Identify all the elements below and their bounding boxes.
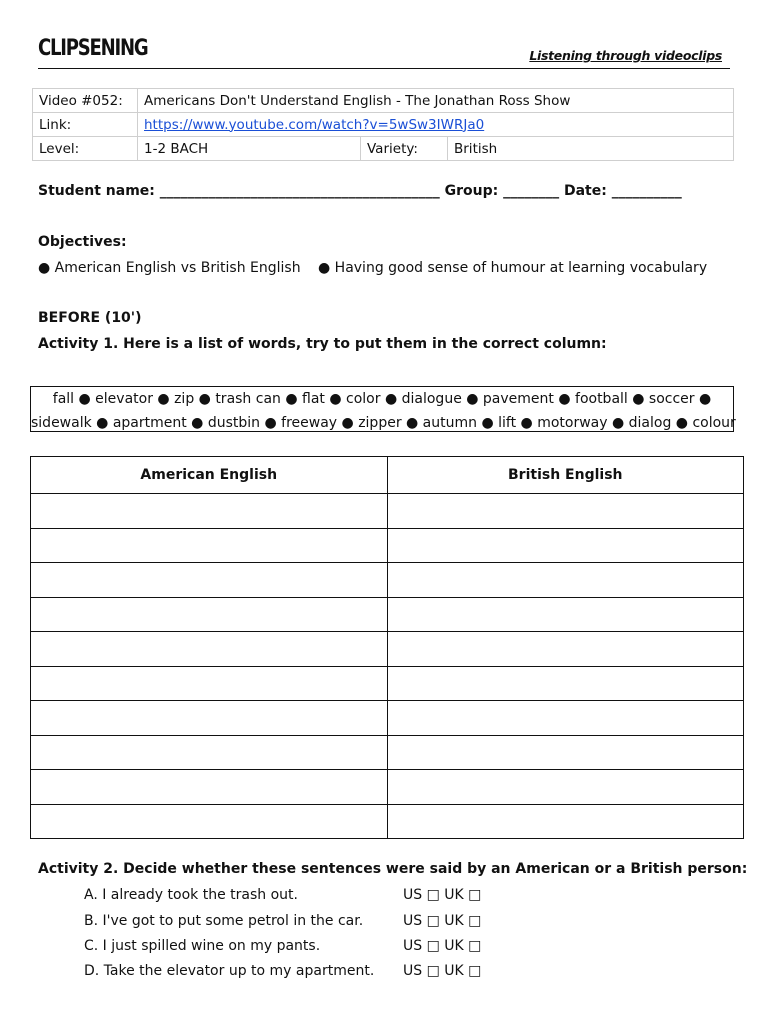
activity2-instruction: Activity 2. Decide whether these sentences were said by an American or a British person: [38,861,748,877]
video-label: Video #052: [33,89,138,113]
answer-cell[interactable] [31,701,388,736]
answer-cell[interactable] [31,563,388,598]
answer-cell[interactable] [387,528,744,563]
answer-cell[interactable] [387,494,744,529]
answer-cell[interactable] [387,597,744,632]
answer-cell[interactable] [31,770,388,805]
objective-item: ● American English vs British English [38,260,301,276]
objectives-title: Objectives: [38,234,127,250]
sentence-item: C. I just spilled wine on my pants. [84,938,321,954]
before-heading: BEFORE (10') [38,310,142,326]
answer-cell[interactable] [31,666,388,701]
answer-cell[interactable] [387,701,744,736]
tagline: Listening through videoclips [529,48,722,63]
activity1-instruction: Activity 1. Here is a list of words, try to put them in the correct column: [38,336,607,352]
answer-cell[interactable] [387,563,744,598]
us-uk-checkboxes[interactable]: US □ UK □ [403,887,482,903]
word-list-line: sidewalk ● apartment ● dustbin ● freeway ● zipper ● autumn ● lift ● motorway ● dialog ● colour [31,415,736,431]
sentence-item: A. I already took the trash out. [84,887,298,903]
sentence-item: B. I've got to put some petrol in the car. [84,913,364,929]
answer-cell[interactable] [387,770,744,805]
answer-cell[interactable] [31,735,388,770]
answer-cell[interactable] [31,494,388,529]
page-header [38,36,730,69]
logo: CLIPSENING [38,36,148,61]
word-list-line: fall ● elevator ● zip ● trash can ● flat ● color ● dialogue ● pavement ● football ● soccer ● [52,391,712,407]
variety-value: British [448,137,734,161]
student-info-line[interactable]: Student name: ________________________________________ Group: ________ Date: __________ [38,183,682,199]
sentence-item: D. Take the elevator up to my apartment. [84,963,375,979]
answer-cell[interactable] [31,528,388,563]
answer-cell[interactable] [387,632,744,667]
answer-cell[interactable] [31,632,388,667]
video-link[interactable]: https://www.youtube.com/watch?v=5wSw3IWRJa0 [144,116,485,133]
column-header-american: American English [31,457,388,494]
level-value: 1-2 BACH [138,137,361,161]
video-title: Americans Don't Understand English - The Jonathan Ross Show [138,89,734,113]
us-uk-checkboxes[interactable]: US □ UK □ [403,963,482,979]
link-label: Link: [33,113,138,137]
video-info-table [32,88,734,161]
answer-cell[interactable] [31,804,388,839]
answer-cell[interactable] [31,597,388,632]
answer-cell[interactable] [387,666,744,701]
us-uk-checkboxes[interactable]: US □ UK □ [403,938,482,954]
us-uk-checkboxes[interactable]: US □ UK □ [403,913,482,929]
classification-table [30,456,744,839]
column-header-british: British English [387,457,744,494]
level-label: Level: [33,137,138,161]
variety-label: Variety: [361,137,448,161]
answer-cell[interactable] [387,804,744,839]
word-list-box [30,386,734,432]
objective-item: ● Having good sense of humour at learning vocabulary [318,260,708,276]
answer-cell[interactable] [387,735,744,770]
